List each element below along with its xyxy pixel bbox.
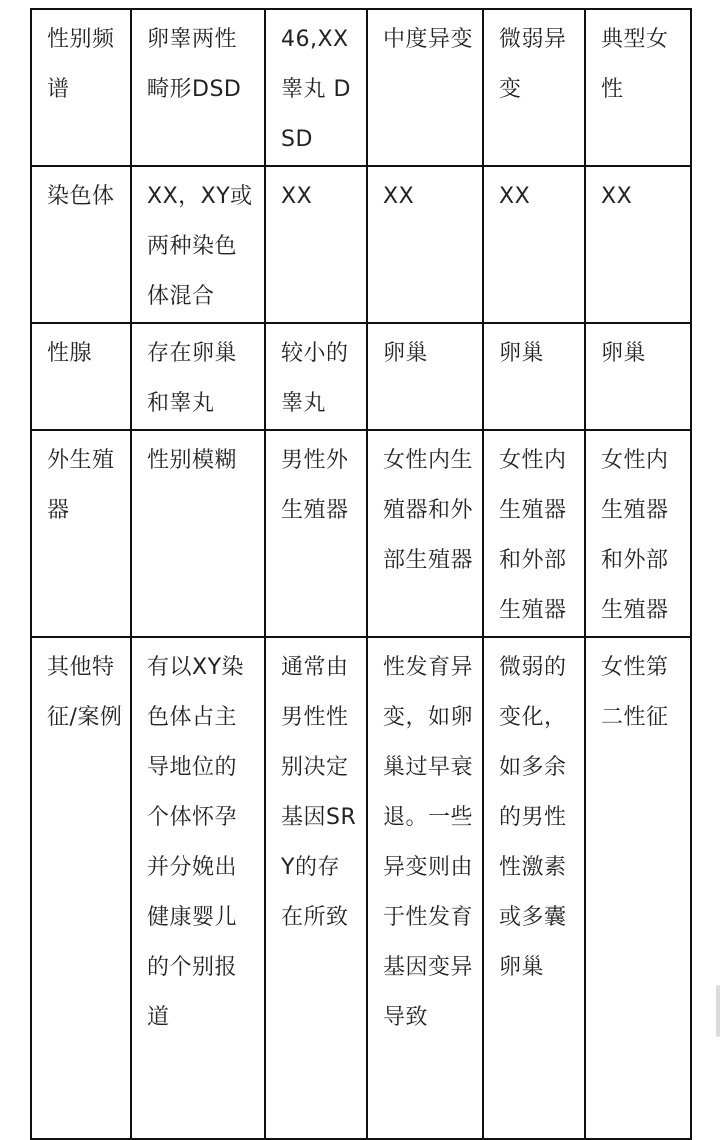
- scrollbar-thumb[interactable]: [716, 985, 720, 1037]
- table-cell: [131, 323, 265, 430]
- row-header-other-features: 其他特征/案例: [47, 655, 123, 730]
- table-cell: [31, 9, 131, 166]
- table-cell: [585, 9, 691, 166]
- cell-text: 微弱的变化，如多余的男性性激素或多囊卵巢: [499, 655, 567, 980]
- table-cell: [131, 9, 265, 166]
- cell-text: XX，XY或两种染色体混合: [147, 184, 253, 309]
- table-cell: [367, 430, 483, 637]
- row-header-external-genitalia: 外生殖器: [47, 448, 115, 523]
- cell-text: 男性外生殖器: [281, 448, 349, 523]
- cell-text: 存在卵巢和睾丸: [147, 341, 238, 416]
- cell-text: 卵睾两性畸形DSD: [147, 27, 242, 102]
- table-cell: [31, 430, 131, 637]
- table-cell: [585, 637, 691, 1139]
- cell-text: 女性内生殖器和外部生殖器: [383, 448, 474, 573]
- row-header-chromosome: 染色体: [47, 184, 115, 209]
- cell-text: 卵巢: [383, 341, 429, 366]
- table-cell: [367, 166, 483, 323]
- table-row-chromosome: [31, 166, 691, 323]
- table-cell: [483, 430, 585, 637]
- cell-text: 女性内生殖器和外部生殖器: [499, 448, 567, 623]
- cell-text: 有以XY染色体占主导地位的个体怀孕并分娩出健康婴儿的个别报道: [147, 655, 245, 1030]
- table-cell: [131, 166, 265, 323]
- row-header-spectrum: 性别频谱: [47, 27, 115, 102]
- cell-text: XX: [601, 184, 633, 209]
- sex-spectrum-table: [30, 8, 692, 1140]
- table-cell: [585, 430, 691, 637]
- table-cell: [265, 9, 367, 166]
- table-cell: [131, 430, 265, 637]
- table-cell: [31, 637, 131, 1139]
- cell-text: 通常由男性性别决定基因SRY的存在所致: [281, 655, 357, 930]
- table-cell: [265, 430, 367, 637]
- table-cell: [265, 166, 367, 323]
- table-cell: [31, 166, 131, 323]
- cell-text: 性发育异变，如卵巢过早衰退。一些异变则由于性发育基因变异导致: [383, 655, 474, 1030]
- table-cell: [483, 637, 585, 1139]
- cell-text: 性别模糊: [147, 448, 238, 473]
- table-row-other-features: [31, 637, 691, 1139]
- row-header-gonad: 性腺: [47, 341, 93, 366]
- table-row-gonad: [31, 323, 691, 430]
- table-cell: [131, 637, 265, 1139]
- table-cell: [31, 323, 131, 430]
- cell-text: 女性第二性征: [601, 655, 669, 730]
- cell-text: XX: [383, 184, 415, 209]
- cell-text: 女性内生殖器和外部生殖器: [601, 448, 669, 623]
- table-cell: [483, 166, 585, 323]
- table-cell: [585, 166, 691, 323]
- table-cell: [265, 323, 367, 430]
- table-cell: [585, 323, 691, 430]
- table-cell: [483, 9, 585, 166]
- table-row-spectrum: [31, 9, 691, 166]
- table-cell: [367, 323, 483, 430]
- table-cell: [367, 9, 483, 166]
- cell-text: XX: [281, 184, 313, 209]
- table-cell: [483, 323, 585, 430]
- table-row-external-genitalia: [31, 430, 691, 637]
- cell-text: 微弱异变: [499, 27, 567, 102]
- cell-text: 较小的睾丸: [281, 341, 349, 416]
- cell-text: 中度异变: [383, 27, 474, 52]
- table-cell: [265, 637, 367, 1139]
- cell-text: 46,XX 睾丸 DSD: [281, 27, 351, 152]
- cell-text: 卵巢: [601, 341, 647, 366]
- cell-text: 卵巢: [499, 341, 545, 366]
- cell-text: XX: [499, 184, 531, 209]
- table-cell: [367, 637, 483, 1139]
- cell-text: 典型女性: [601, 27, 669, 102]
